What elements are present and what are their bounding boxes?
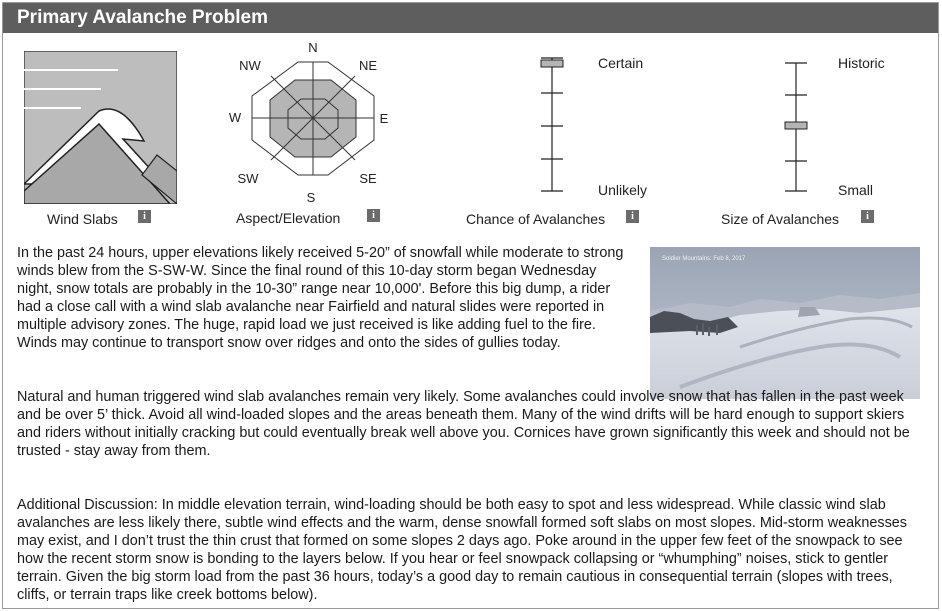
size-info-icon[interactable]: i (861, 210, 874, 223)
aspect-e: E (379, 111, 389, 126)
aspect-w: W (228, 110, 242, 125)
aspect-nw: NW (239, 58, 261, 73)
chance-level-marker (541, 60, 563, 67)
discussion-paragraph-2: Natural and human triggered wind slab avalanches remain very likely. Some avalanches could involve snow that has fallen in the past week and be over 5’ thick. Avoid all wind-loaded slopes and the areas beneath them. Many of the wind drifts will be hard enough to support skiers and riders without initially cracking but could eventually break well above you. Cornices have grown significantly this week and should not be trusted - stay away from them. (17, 389, 910, 459)
problem-type-label: Wind Slabs (47, 211, 118, 227)
discussion-paragraph-1: In the past 24 hours, upper elevations likely received 5-20” of snowfall while moderate to strong winds blew from the S-SW-W. Since the final round of this 10-day storm began Wednesday night, snow totals are probably in the 10-30” range near 10,000'. Before this big dump, a rider had a close call with a wind slab avalanche near Fairfield and natural slides were reported in multiple advisory zones. The huge, rapid load we just received is like adding fuel to the fire. Winds may continue to transport snow over ridges and onto the sides of gullies today. (17, 245, 624, 351)
discussion-paragraph-3: Additional Discussion: In middle elevation terrain, wind-loading should be both easy to spot and less widespread. While classic wind slab avalanches are less likely there, subtle wind effects and the warm, dense snowfall formed soft slabs on most slopes. Mid-storm weaknesses may exist, and I don’t trust the thin crust that formed on some slopes 2 days ago. Poke around in the upper few feet of the snowpack to see how the recent storm snow is bonding to the layers below. If you hear or feel snowpack collapsing or “whumphing” noises, stick to gentler terrain. Given the big storm load from the past 36 hours, today’s a good day to remain cautious in consequential terrain (slopes with trees, cliffs, or terrain traps like creek bottoms below). (17, 497, 907, 603)
size-bottom-label: Small (838, 182, 874, 198)
aspect-s: S (306, 190, 316, 205)
chance-info-icon[interactable]: i (626, 210, 639, 223)
size-of-avalanches-label: Size of Avalanches (721, 211, 840, 227)
chance-bottom-label: Unlikely (598, 182, 648, 198)
problem-type-info-icon[interactable]: i (138, 210, 151, 223)
size-top-label: Historic (838, 55, 885, 71)
aspect-spokes (252, 62, 374, 175)
photo-caption: Soldier Mountains: Feb 8, 2017 (662, 256, 746, 262)
chance-scale (530, 55, 580, 200)
aspect-se: SE (359, 171, 377, 186)
size-scale (774, 55, 824, 200)
size-level-marker (785, 122, 807, 129)
wind-slab-icon (24, 51, 177, 204)
aspect-ne: NE (358, 58, 378, 73)
aspect-n: N (308, 40, 318, 55)
aspect-elevation-rose (228, 38, 398, 208)
avalanche-photo (650, 247, 920, 399)
chance-of-avalanches-label: Chance of Avalanches (466, 211, 606, 227)
aspect-sw: SW (237, 171, 259, 186)
aspect-elevation-label: Aspect/Elevation (236, 210, 341, 226)
aspect-elevation-info-icon[interactable]: i (367, 209, 380, 222)
panel-header: Primary Avalanche Problem (3, 3, 938, 33)
chance-top-label: Certain (598, 55, 644, 71)
